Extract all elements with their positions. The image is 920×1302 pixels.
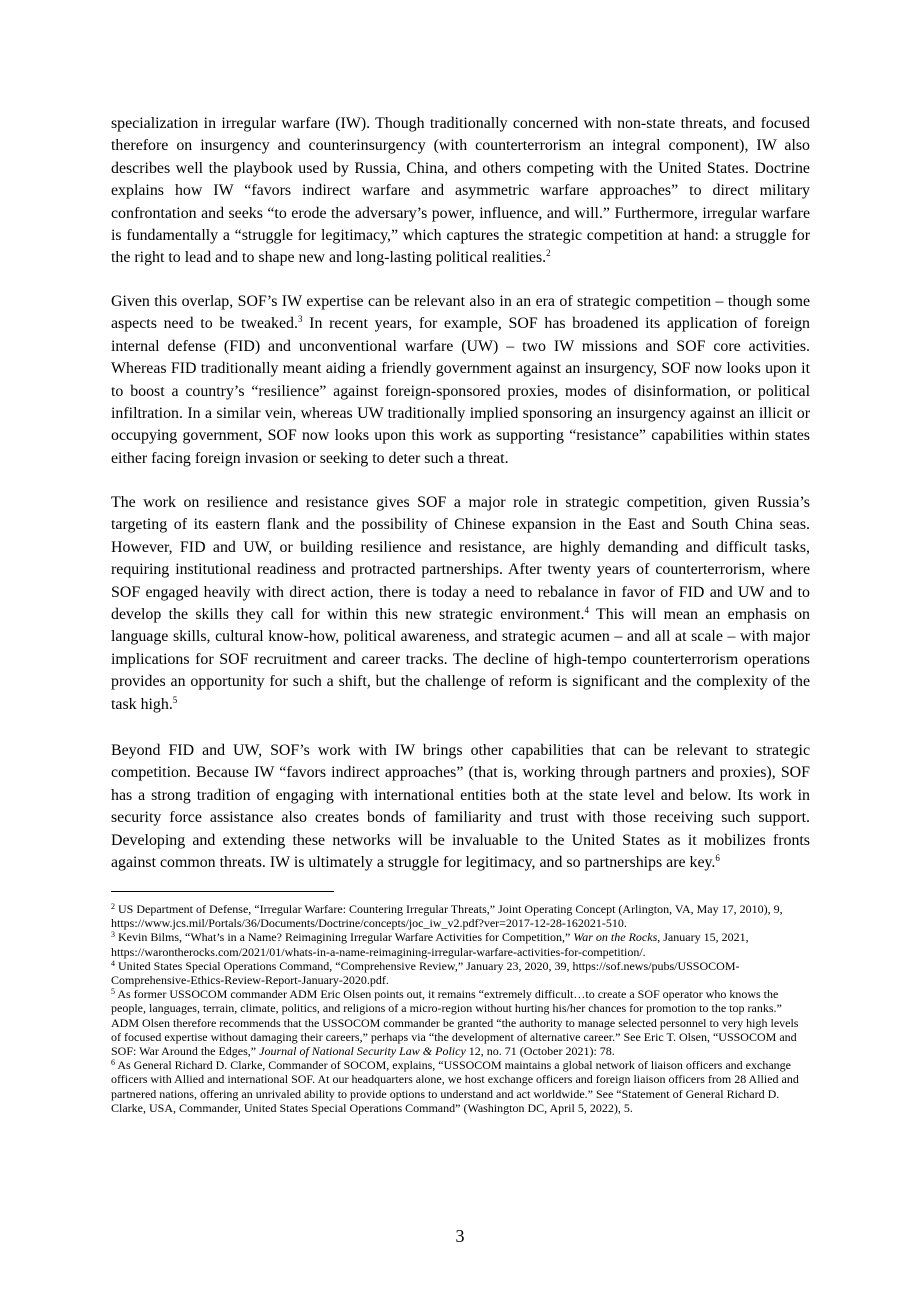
- footnote-number: 3: [111, 930, 115, 940]
- paragraph-text: Beyond FID and UW, SOF’s work with IW brings other capabilities that can be relevant to strategic competition. Because IW “favors indirect approaches” (that is, working through partners and proxies), SOF has a strong tradition of engaging with international entities both at the state level and below. Its work in security force assistance also creates bonds of familiarity and trust with those receiving such support. Developing and extending these networks will be invaluable to the United States as it mobilizes fronts against common threats. IW is ultimately a struggle for legitimacy, and so partnerships are key.: [111, 742, 810, 872]
- paragraph-text: This will mean an emphasis on language skills, cultural know-how, political awareness, and strategic acumen – and all at scale – with major implications for SOF recruitment and career tracks. The decline of high-tempo counterterrorism operations provides an opportunity for such a shift, but the challenge of reform is significant and the complexity of the task high.: [111, 606, 810, 713]
- footnote-ref-2[interactable]: 2: [546, 248, 551, 259]
- footnote-ref-4[interactable]: 4: [584, 605, 589, 616]
- footnote-5: [111, 987, 810, 1058]
- footnote-ref-6[interactable]: 6: [715, 853, 720, 864]
- footnote-ref-5[interactable]: 5: [172, 694, 178, 705]
- body-paragraph-1: [111, 113, 810, 270]
- footnote-separator: [111, 891, 334, 892]
- footnote-number: 6: [111, 1058, 115, 1068]
- footnote-text: As former USSOCOM commander ADM Eric Olsen points out, it remains “extremely difficult…to create a SOF operator who knows the people, languages, terrain, climate, politics, and religions of a micro-region without hurting his/her chances for promotion to the top ranks.” ADM Olsen therefore recommends that the USSOCOM commander be granted “the authority to manage selected personnel to very high levels of focused expertise without damaging their careers,” perhaps via “the development of alternative career.” See Eric T. Olsen, “USSOCOM and SOF: War Around the Edges,”: [111, 987, 799, 1059]
- footnote-text: Kevin Bilms, “What’s in a Name? Reimagining Irregular Warfare Activities for Competition,”: [115, 930, 574, 945]
- paragraph-text: In recent years, for example, SOF has broadened its application of foreign internal defense (FID) and unconventional warfare (UW) – two IW missions and SOF core activities. Whereas FID traditionally meant aiding a friendly government against an insurgency, SOF now looks upon it to boost a country’s “resilience” against foreign-sponsored proxies, modes of disinformation, or political infiltration. In a similar vein, whereas UW traditionally implied sponsoring an insurgency against an illicit or occupying government, SOF now looks upon this work as supporting “resistance” capabilities within states either facing foreign invasion or seeking to deter such a threat.: [111, 315, 811, 467]
- footnote-number: 2: [111, 902, 115, 911]
- body-paragraph-4: [111, 740, 810, 874]
- footnote-text: United States Special Operations Command, “Comprehensive Review,” January 23, 2020, 39, https://sof.news/pubs/USSOCOM-Comprehensive-Ethics-Review-Report-January-2020.pdf.: [111, 958, 740, 988]
- footnote-3: [111, 930, 810, 958]
- footnote-text: US Department of Defense, “Irregular Warfare: Countering Irregular Threats,” Joint Operating Concept (Arlington, VA, May 17, 2010), 9, https://www.jcs.mil/Portals/36/Documents/Doctrine/concepts/joc_iw_v2.pdf?ver=2017-12-28-162021-510.: [111, 902, 783, 931]
- body-paragraph-3: [111, 492, 810, 716]
- footnotes-section: [111, 902, 810, 1115]
- footnote-4: [111, 959, 810, 987]
- publication-title: Journal of National Security Law & Policy: [259, 1044, 466, 1059]
- footnote-text: 12, no. 71 (October 2021): 78.: [465, 1044, 615, 1059]
- page-number: 3: [455, 1226, 465, 1246]
- footnote-number: 4: [111, 958, 115, 968]
- paragraph-text: The work on resilience and resistance gives SOF a major role in strategic competition, given Russia’s targeting of its eastern flank and the possibility of Chinese expansion in the East and South China seas. However, FID and UW, or building resilience and resistance, are highly demanding and difficult tasks, requiring institutional readiness and protracted partnerships. After twenty years of counterterrorism, where SOF engaged heavily with direct action, there is today a need to rebalance in favor of FID and UW and to develop the skills they call for within this new strategic environment.: [111, 494, 810, 624]
- footnote-text: , January 15, 2021, https://warontherocks.com/2021/01/whats-in-a-name-reimagining-irregular-warfare-activities-for-competition/.: [111, 930, 749, 959]
- body-paragraph-2: [111, 291, 810, 470]
- paragraph-text: Given this overlap, SOF’s IW expertise can be relevant also in an era of strategic competition – though some aspects need to be tweaked.: [111, 293, 810, 333]
- footnote-text: As General Richard D. Clarke, Commander of SOCOM, explains, “USSOCOM maintains a global network of liaison officers and exchange officers with Allied and international SOF. At our headquarters alone, we host exchange officers and foreign liaison officers from 28 Allied and partnered nations, offering an unrivaled ability to provide options to understand and act worldwide.” See “Statement of General Richard D. Clarke, USA, Commander, United States Special Operations Command” (Washington DC, April 5, 2022), 5.: [111, 1058, 799, 1115]
- publication-title: War on the Rocks: [573, 930, 658, 945]
- footnote-6: [111, 1058, 810, 1115]
- footnote-ref-3[interactable]: 3: [297, 314, 303, 325]
- footnote-number: 5: [111, 987, 115, 997]
- paragraph-text: specialization in irregular warfare (IW). Though traditionally concerned with non-state threats, and focused therefore on insurgency and counterinsurgency (with counterterrorism an integral component), IW also describes well the playbook used by Russia, China, and others competing with the United States. Doctrine explains how IW “favors indirect warfare and asymmetric warfare approaches” to direct military confrontation and seeks “to erode the adversary’s power, influence, and will.” Furthermore, irregular warfare is fundamentally a “struggle for legitimacy,” which captures the strategic competition at hand: a struggle for the right to lead and to shape new and long-lasting political realities.: [111, 115, 810, 267]
- footnote-2: [111, 902, 810, 930]
